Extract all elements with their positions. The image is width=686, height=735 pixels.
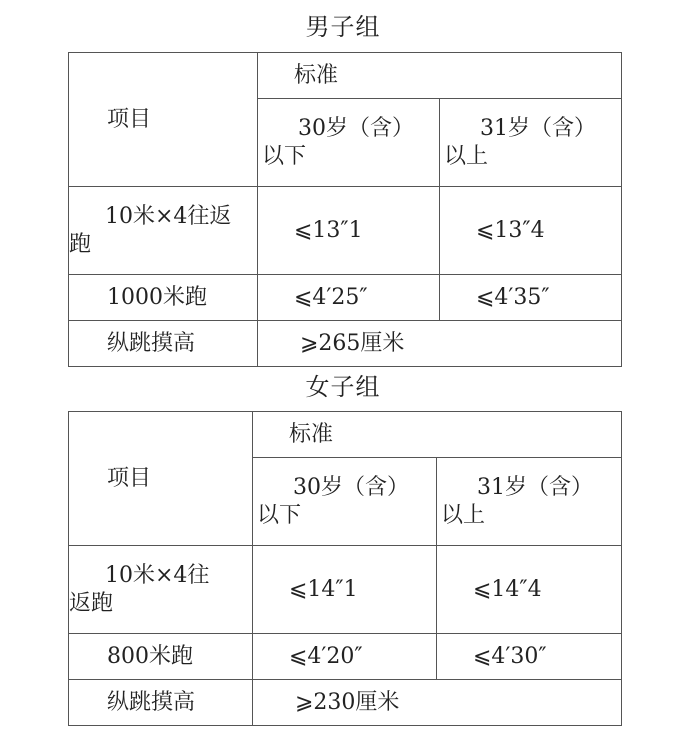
male-header-standard: 标准 (258, 53, 622, 99)
male-header-age-30 (258, 99, 440, 187)
male-age-30-line2: 以下 (262, 143, 307, 169)
male-age-30-line1: 30岁（含） (298, 115, 414, 141)
female-800m-30: ⩽4′20″ (253, 634, 437, 680)
male-header-item: 项目 (69, 53, 258, 187)
male-shuttle-run-30: ⩽13″1 (258, 187, 440, 275)
male-item-shuttle-run (69, 187, 258, 275)
female-vertical-jump-value: ⩾230厘米 (253, 680, 622, 726)
male-age-31-line1: 31岁（含） (480, 115, 596, 141)
table-row (69, 275, 622, 321)
male-vertical-jump-value: ⩾265厘米 (258, 321, 622, 367)
male-item-vertical-jump: 纵跳摸高 (69, 321, 258, 367)
female-age-31-line2: 以上 (441, 502, 486, 528)
female-header-standard: 标准 (253, 412, 622, 458)
male-1000m-30: ⩽4′25″ (258, 275, 440, 321)
female-800m-31: ⩽4′30″ (437, 634, 622, 680)
female-shuttle-run-31: ⩽14″4 (437, 546, 622, 634)
male-item-shuttle-run-line1: 10米×4往返 (105, 203, 232, 229)
female-header-age-30 (253, 458, 437, 546)
female-item-800m: 800米跑 (69, 634, 253, 680)
female-item-shuttle-run-line1: 10米×4往 (105, 562, 210, 588)
female-shuttle-run-30: ⩽14″1 (253, 546, 437, 634)
table-row (69, 187, 622, 275)
male-age-31-line2: 以上 (444, 143, 489, 169)
female-standards-table (68, 411, 622, 726)
male-header-age-31 (440, 99, 622, 187)
table-row (69, 634, 622, 680)
female-group-title: 女子组 (305, 373, 381, 401)
table-row (69, 321, 622, 367)
female-header-age-31 (437, 458, 622, 546)
table-row (69, 680, 622, 726)
male-1000m-31: ⩽4′35″ (440, 275, 622, 321)
male-shuttle-run-31: ⩽13″4 (440, 187, 622, 275)
female-age-31-line1: 31岁（含） (477, 474, 593, 500)
male-item-shuttle-run-line2: 跑 (69, 231, 92, 257)
male-standards-table (68, 52, 622, 367)
female-item-shuttle-run (69, 546, 253, 634)
female-item-vertical-jump: 纵跳摸高 (69, 680, 253, 726)
female-item-shuttle-run-line2: 返跑 (69, 590, 114, 616)
female-age-30-line2: 以下 (257, 502, 302, 528)
female-age-30-line1: 30岁（含） (293, 474, 409, 500)
female-header-item: 项目 (69, 412, 253, 546)
table-row (69, 546, 622, 634)
male-group-title: 男子组 (305, 13, 381, 41)
male-item-1000m: 1000米跑 (69, 275, 258, 321)
